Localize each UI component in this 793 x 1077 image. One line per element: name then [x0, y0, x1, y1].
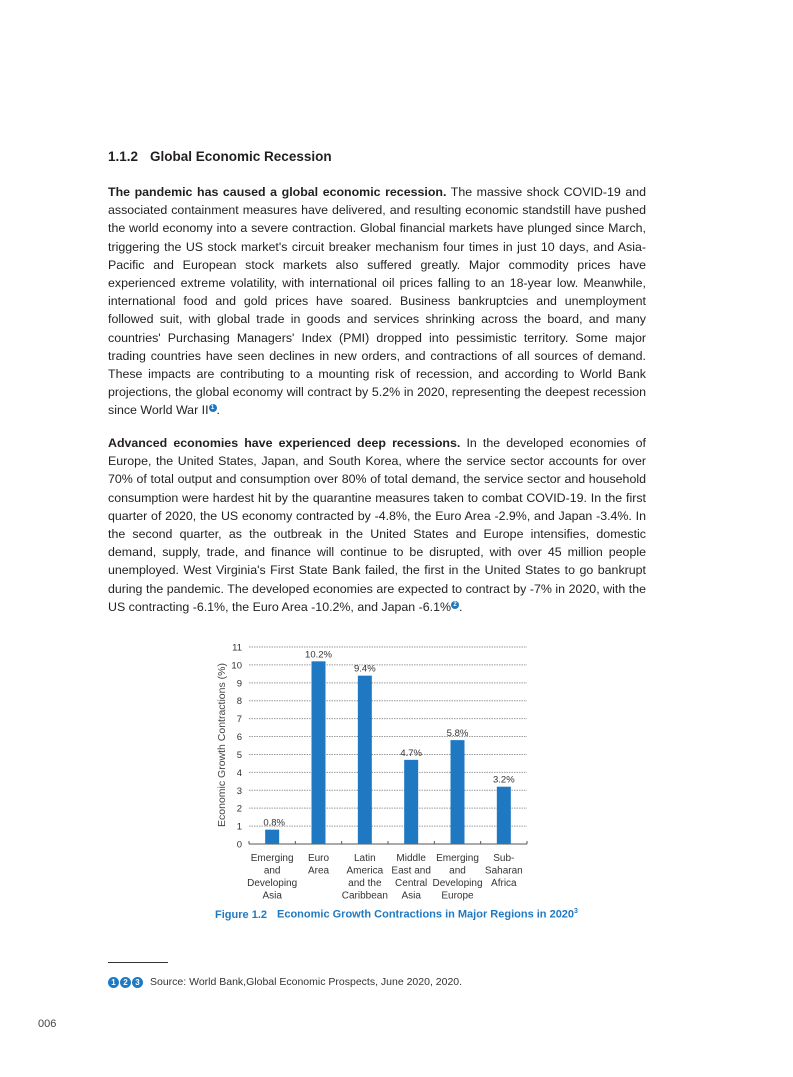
paragraph-lead: Advanced economies have experienced deep recessions.	[108, 436, 461, 450]
y-tick-label: 0	[236, 839, 242, 851]
x-category-label: Saharan	[484, 865, 523, 877]
figure-number: Figure 1.2	[215, 908, 267, 921]
x-category-label: Asia	[401, 890, 421, 902]
data-label: 5.8%	[446, 728, 469, 740]
figure-title: Economic Growth Contractions in Major Regions in 2020	[277, 908, 575, 921]
x-category-label: Emerging	[250, 853, 294, 864]
chart-y-axis-label: Economic Growth Contractions (%)	[216, 663, 228, 827]
paragraph-end: .	[459, 599, 463, 614]
section-number: 1.1.2	[108, 149, 139, 164]
bar-chart	[210, 635, 550, 905]
footnote-ref-icon[interactable]: 2	[451, 601, 459, 609]
x-category-label: and	[449, 865, 466, 877]
footnote-marker-icon: 2	[120, 977, 131, 988]
data-label: 3.2%	[493, 774, 515, 786]
paragraph-end: .	[216, 403, 220, 418]
paragraph-body: The massive shock COVID-19 and associated containment measures have delivered, and resulting economic standstill have pushed the world economy into a severe contraction. Global financial markets have plunged since March, triggering the US stock market's circuit breaker mechanism four times in just 10 days, and Asia-Pacific and European stock markets also suffered greatly. Major commodity prices have experienced extreme volatility, with international oil prices falling to an 18-year low. Meanwhile, international food and gold prices have soared. Business bankruptcies and unemployment followed suit, with global trade in goods and services shrinking across the board, and many countries' Purchasing Managers' Index (PMI) dropped into pessimistic territory. Some major trading countries have seen declines in new orders, and contractions of all sources of demand. These impacts are contributing to a mounting risk of recession, and according to World Bank projections, the global economy will contract by 5.2% in 2020, representing the deepest recession since World War II	[108, 185, 646, 418]
y-tick-label: 4	[236, 767, 242, 779]
x-category-label: Middle	[396, 853, 426, 864]
data-label: 9.4%	[354, 663, 376, 675]
y-tick-label: 8	[236, 696, 242, 708]
y-tick-label: 7	[236, 714, 242, 726]
y-tick-label: 11	[232, 642, 242, 654]
footnote-divider	[108, 962, 168, 963]
bar	[265, 830, 279, 844]
data-label: 10.2%	[305, 649, 332, 661]
x-category-label: Asia	[262, 890, 282, 902]
x-category-label: America	[346, 865, 384, 877]
x-category-label: East and	[391, 865, 431, 877]
x-category-label: Euro	[307, 853, 330, 864]
bar	[404, 760, 418, 844]
page-number: 006	[38, 1018, 57, 1030]
paragraph-advanced-economies	[108, 434, 646, 616]
x-category-label: Europe	[441, 890, 474, 902]
footnote-ref-icon[interactable]: 3	[574, 908, 578, 915]
y-tick-label: 1	[236, 821, 242, 833]
x-category-label: and the	[348, 878, 382, 889]
x-category-label: Africa	[491, 878, 517, 889]
x-category-label: Latin	[353, 853, 376, 864]
x-category-label: Central	[395, 878, 428, 889]
bar	[451, 740, 465, 844]
y-tick-label: 10	[231, 660, 242, 672]
y-tick-label: 5	[236, 749, 242, 761]
y-tick-label: 9	[236, 678, 242, 690]
x-category-label: and	[263, 865, 281, 877]
footnote-ref-icon[interactable]: 1	[209, 404, 217, 412]
x-category-label: Area	[307, 865, 330, 877]
y-tick-label: 6	[236, 732, 242, 744]
bar	[497, 787, 511, 844]
footnote-marker-icon: 3	[132, 977, 143, 988]
x-category-label: Caribbean	[341, 890, 388, 902]
section-title: Global Economic Recession	[150, 149, 332, 164]
footnote-markers	[108, 976, 144, 988]
figure-caption	[0, 908, 793, 921]
y-tick-label: 2	[236, 803, 242, 815]
data-label: 4.7%	[400, 747, 422, 759]
data-label: 0.8%	[263, 817, 285, 829]
paragraph-global-recession	[108, 183, 646, 420]
footnote	[108, 976, 462, 988]
bar	[358, 676, 372, 844]
y-tick-label: 3	[236, 785, 242, 797]
section-heading	[108, 149, 332, 164]
x-category-label: Developing	[247, 878, 298, 889]
x-category-label: Emerging	[436, 853, 479, 864]
footnote-marker-icon: 1	[108, 977, 119, 988]
x-category-label: Developing	[432, 878, 483, 889]
paragraph-body: In the developed economies of Europe, the United States, Japan, and South Korea, where the service sector accounts for over 70% of total output and consumption over 80% of total demand, the service sector and household consumption were hardest hit by the quarantine measures taken to combat COVID-19. In the first quarter of 2020, the US economy contracted by -4.8%, the Euro Area -2.9%, and Japan -3.4%. In the second quarter, as the outbreak in the United States and Europe intensifies, domestic demand, supply, trade, and finance will continue to be disrupted, with over 45 million people unemployed. West Virginia's First State Bank failed, the first in the United States to go bankrupt during the pandemic. The developed economies are expected to contract by -7% in 2020, with the US contracting -6.1%, the Euro Area -10.2%, and Japan -6.1%	[108, 436, 646, 614]
x-category-label: Sub-	[493, 853, 515, 864]
bar	[312, 661, 326, 844]
footnote-text: Source: World Bank,Global Economic Prospects, June 2020, 2020.	[150, 976, 463, 988]
paragraph-lead: The pandemic has caused a global economic recession.	[108, 185, 447, 199]
